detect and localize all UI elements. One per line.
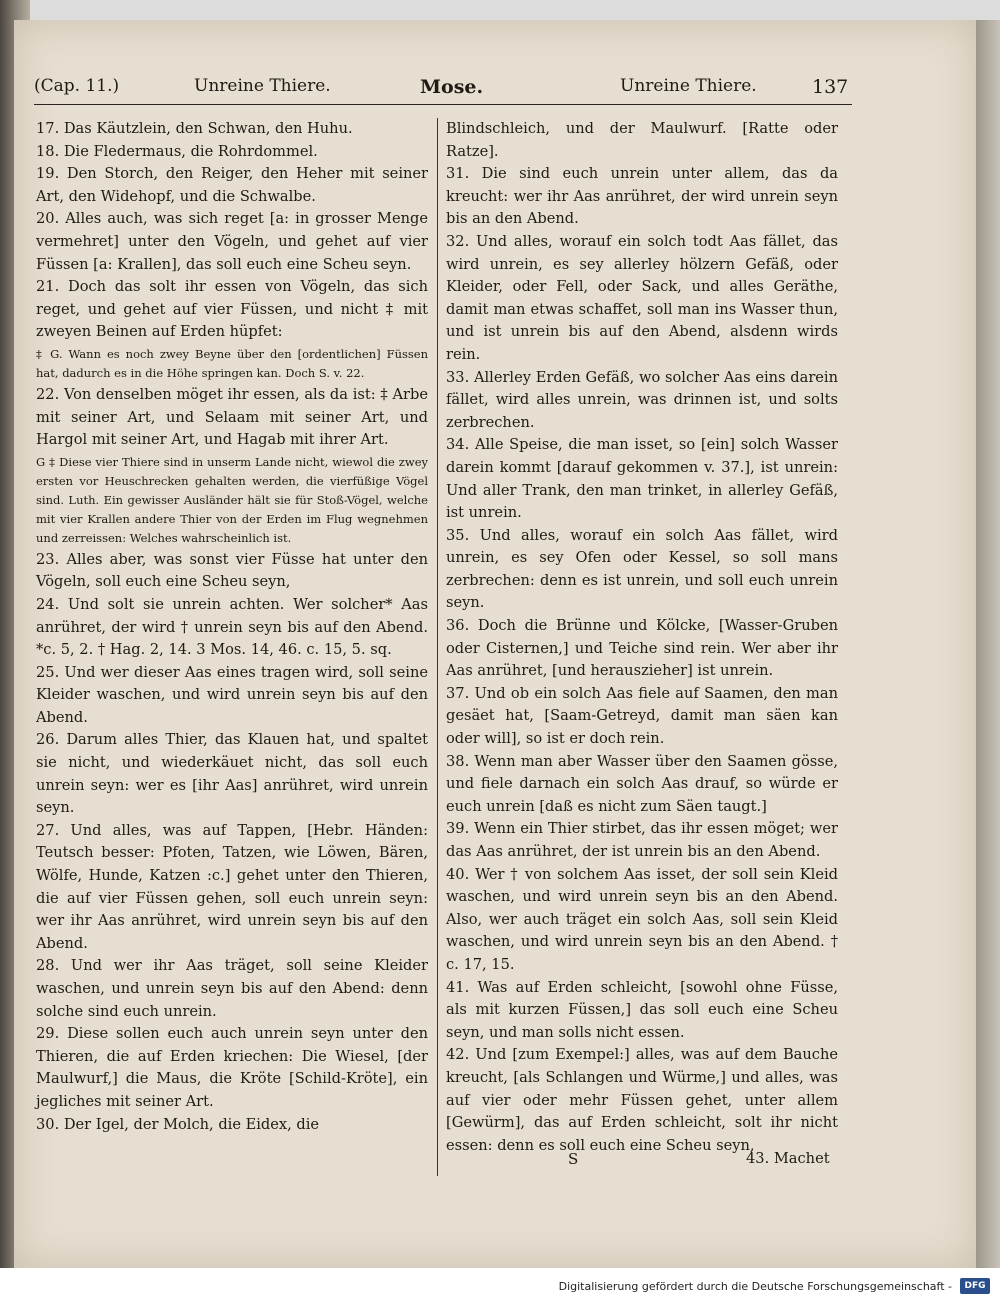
verse-18: 18. Die Fledermaus, die Rohrdommel. bbox=[36, 142, 318, 160]
verse-24: 24. Und solt sie unrein achten. Wer solcher* Aas anrühret, der wird † unrein seyn bis auf den Abend. *c. 5, 2. † Hag. 2, 14. 3 Mos. 14, 46. c. 15, 5. sq. bbox=[36, 595, 428, 659]
verse-25: 25. Und wer dieser Aas eines tragen wird, soll seine Kleider waschen, und wird unrein seyn bis auf den Abend. bbox=[36, 663, 428, 726]
verse-21: 21. Doch das solt ihr essen von Vögeln, das sich reget, und gehet auf vier Füssen, und nicht ‡ mit zweyen Beinen auf Erden hüpfet: bbox=[36, 278, 428, 341]
chapter-label: (Cap. 11.) bbox=[34, 76, 120, 96]
verse-26: 26. Darum alles Thier, das Klauen hat, und spaltet sie nicht, und wiederkäuet nicht, das soll euch unrein seyn: wer es [ihr Aas] anrühret, wird unrein seyn. bbox=[36, 731, 428, 817]
verse-36: 36. Doch die Brünne und Kölcke, [Wasser-Gruben oder Cisternen,] und Teiche sind rein. Wer aber ihr Aas anrühret, [und herauszieher] ist unrein. bbox=[446, 617, 838, 680]
column-divider bbox=[437, 118, 438, 1176]
left-running-title: Unreine Thiere. bbox=[194, 76, 331, 96]
running-header bbox=[34, 72, 852, 102]
verse-28: 28. Und wer ihr Aas träget, soll seine Kleider waschen, und unrein seyn bis auf den Abend: denn solche sind euch unrein. bbox=[36, 957, 428, 1020]
verse-30-continued: Blindschleich, und der Maulwurf. [Ratte oder Ratze]. bbox=[446, 120, 838, 160]
signature-mark: S bbox=[568, 1150, 579, 1168]
dfg-logo-icon: DFG bbox=[960, 1278, 990, 1294]
verse-39: 39. Wenn ein Thier stirbet, das ihr essen möget; wer das Aas anrühret, der ist unrein bis an den Abend. bbox=[446, 820, 838, 860]
verse-22: 22. Von denselben möget ihr essen, als da ist: ‡ Arbe mit seiner Art, und Selaam mit seiner Art, und Hargol mit seiner Art, und Hagab mit ihrer Art. bbox=[36, 385, 428, 449]
left-column bbox=[36, 118, 428, 1136]
funding-notice: Digitalisierung gefördert durch die Deutsche Forschungsgemeinschaft - bbox=[558, 1280, 952, 1293]
right-column bbox=[446, 118, 838, 1157]
verse-29: 29. Diese sollen euch auch unrein seyn unter den Thieren, die auf Erden kriechen: Die Wiesel, [der Maulwurf,] die Maus, die Kröte [Schild-Kröte], ein jegliches mit seiner Art. bbox=[36, 1025, 428, 1110]
verse-42: 42. Und [zum Exempel:] alles, was auf dem Bauche kreucht, [als Schlangen und Würme,] und alles, was auf vier oder mehr Füssen gehet, unter allem [Gewürm], das auf Erden schleicht, solt ihr nicht essen: denn es soll euch eine Scheu seyn, bbox=[446, 1046, 838, 1154]
verse-35: 35. Und alles, worauf ein solch Aas fället, wird unrein, es sey Ofen oder Kessel, so soll mans zerbrechen: denn es ist unrein, und soll euch unrein seyn. bbox=[446, 526, 838, 612]
verse-34: 34. Alle Speise, die man isset, so [ein] solch Wasser darein kommt [darauf gekommen v. 37.], ist unrein: Und aller Trank, den man trinket, in allerley Gefäß, ist unrein. bbox=[446, 436, 838, 522]
verse-20: 20. Alles auch, was sich reget [a: in grosser Menge vermehret] unter den Vögeln, und gehet auf vier Füssen [a: Krallen], das soll euch eine Scheu seyn. bbox=[36, 210, 428, 273]
verse-41: 41. Was auf Erden schleicht, [sowohl ohne Füsse, als mit kurzen Füssen,] das soll euch eine Scheu seyn, und man solls nicht essen. bbox=[446, 978, 838, 1041]
page-edge bbox=[976, 20, 1000, 1268]
footnote-22: G ‡ Diese vier Thiere sind in unserm Lande nicht, wiewol die zwey ersten vor Heuschrecken gehalten werden, die vierfüßige Vögel sind. Luth. Ein gewisser Ausländer hält sie für Stoß-Vögel, welche mit vier Krallen andere Thier von der Erden im Flug wegnehmen und zerreissen: Welches wahrscheinlich ist. bbox=[36, 454, 428, 545]
verse-37: 37. Und ob ein solch Aas fiele auf Saamen, den man gesäet hat, [Saam-Getreyd, damit man säen kan oder will], so ist er doch rein. bbox=[446, 684, 838, 748]
footer-bar bbox=[0, 1268, 1000, 1303]
right-running-title: Unreine Thiere. bbox=[620, 76, 757, 96]
header-rule bbox=[34, 104, 852, 105]
verse-38: 38. Wenn man aber Wasser über den Saamen gösse, und fiele darnach ein solch Aas drauf, so würde er euch unrein [daß es nicht zum Säen taugt.] bbox=[446, 752, 838, 815]
verse-30: 30. Der Igel, der Molch, die Eidex, die bbox=[36, 1115, 320, 1133]
footnote-21: ‡ G. Wann es noch zwey Beyne über den [ordentlichen] Füssen hat, dadurch es in die Höhe springen kan. Doch S. v. 22. bbox=[36, 346, 428, 380]
verse-27: 27. Und alles, was auf Tappen, [Hebr. Händen: Teutsch besser: Pfoten, Tatzen, wie Löwen, Bären, Wölfe, Hunde, Katzen :c.] gehet unter den Thieren, die auf vier Füssen gehen, soll euch unrein seyn: wer ihr Aas anrühret, wird unrein seyn bis auf den Abend. bbox=[36, 821, 428, 952]
verse-19: 19. Den Storch, den Reiger, den Heher mit seiner Art, den Widehopf, und die Schwalbe. bbox=[36, 165, 428, 205]
page-number: 137 bbox=[812, 76, 849, 98]
verse-33: 33. Allerley Erden Gefäß, wo solcher Aas eins darein fället, wird alles unrein, was drinnen ist, und solts zerbrechen. bbox=[446, 368, 838, 431]
verse-32: 32. Und alles, worauf ein solch todt Aas fället, das wird unrein, es sey allerley hölzern Gefäß, oder Kleider, oder Fell, oder Sack, und alles Geräthe, damit man etwas schaffet, soll man ins Wasser thun, und ist unrein bis auf den Abend, alsdenn wirds rein. bbox=[446, 232, 838, 363]
verse-40: 40. Wer † von solchem Aas isset, der soll sein Kleid waschen, und wird unrein seyn bis an den Abend. Also, wer auch träget ein solch Aas, soll sein Kleid waschen, und wird unrein seyn bis an den Abend. † c. 17, 15. bbox=[446, 865, 838, 973]
verse-17: 17. Das Käutzlein, den Schwan, den Huhu. bbox=[36, 120, 353, 137]
book-title: Mose. bbox=[420, 76, 484, 98]
verse-23: 23. Alles aber, was sonst vier Füsse hat unter den Vögeln, soll euch eine Scheu seyn, bbox=[36, 550, 428, 591]
verse-31: 31. Die sind euch unrein unter allem, das da kreucht: wer ihr Aas anrühret, der wird unrein seyn bis an den Abend. bbox=[446, 165, 838, 228]
catchword: 43. Machet bbox=[746, 1150, 830, 1167]
